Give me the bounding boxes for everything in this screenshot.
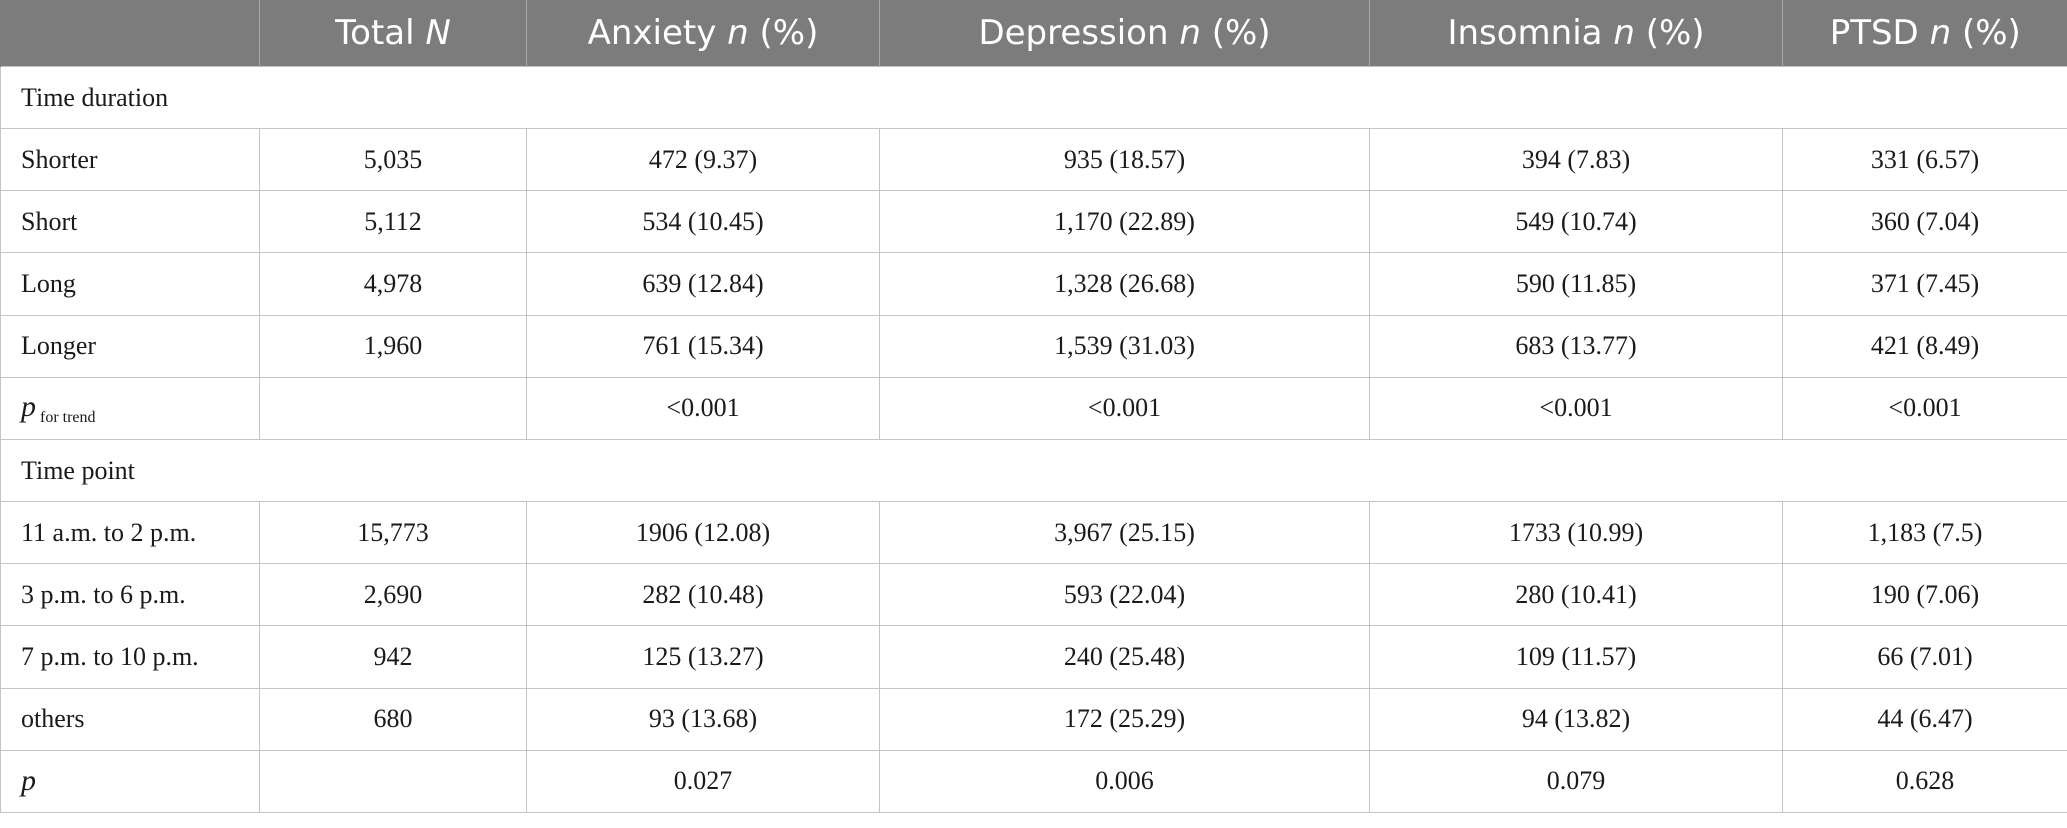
cell-total	[260, 750, 527, 812]
cell-total: 5,112	[260, 191, 527, 253]
cell-depression: 0.006	[880, 750, 1370, 812]
cell-total	[260, 377, 527, 439]
p-value-label: p	[1, 750, 260, 812]
cell-anxiety: 1906 (12.08)	[527, 502, 880, 564]
cell-anxiety: 93 (13.68)	[527, 688, 880, 750]
table-row	[1, 626, 2067, 688]
cell-total: 5,035	[260, 129, 527, 191]
cell-depression: 1,539 (31.03)	[880, 315, 1370, 377]
cell-depression: 1,170 (22.89)	[880, 191, 1370, 253]
section-title: Time duration	[1, 67, 2067, 129]
table-row	[1, 564, 2067, 626]
cell-depression: 172 (25.29)	[880, 688, 1370, 750]
section-row-time-duration	[1, 67, 2067, 129]
cell-anxiety: 282 (10.48)	[527, 564, 880, 626]
header-cell-total: Total N	[260, 0, 527, 67]
section-title: Time point	[1, 439, 2067, 501]
cell-ptsd: <0.001	[1783, 377, 2067, 439]
cell-ptsd: 1,183 (7.5)	[1783, 502, 2067, 564]
cell-depression: 3,967 (25.15)	[880, 502, 1370, 564]
table-row	[1, 253, 2067, 315]
cell-insomnia: 280 (10.41)	[1370, 564, 1783, 626]
cell-depression: 1,328 (26.68)	[880, 253, 1370, 315]
table-row	[1, 315, 2067, 377]
cell-ptsd: 331 (6.57)	[1783, 129, 2067, 191]
table-row	[1, 191, 2067, 253]
header-cell-insomnia: Insomnia n (%)	[1370, 0, 1783, 67]
cell-ptsd: 371 (7.45)	[1783, 253, 2067, 315]
cell-insomnia: <0.001	[1370, 377, 1783, 439]
cell-ptsd: 66 (7.01)	[1783, 626, 2067, 688]
cell-total: 680	[260, 688, 527, 750]
cell-anxiety: 472 (9.37)	[527, 129, 880, 191]
table-row	[1, 502, 2067, 564]
row-label: Short	[1, 191, 260, 253]
header-cell-depression: Depression n (%)	[880, 0, 1370, 67]
table-header	[1, 0, 2067, 67]
table-row	[1, 129, 2067, 191]
cell-depression: 935 (18.57)	[880, 129, 1370, 191]
cell-ptsd: 0.628	[1783, 750, 2067, 812]
cell-anxiety: 639 (12.84)	[527, 253, 880, 315]
row-label: 7 p.m. to 10 p.m.	[1, 626, 260, 688]
section-row-time-point	[1, 439, 2067, 501]
cell-insomnia: 0.079	[1370, 750, 1783, 812]
cell-total: 4,978	[260, 253, 527, 315]
p-trend-label: p $_{for trend}$	[1, 377, 260, 439]
cell-depression: <0.001	[880, 377, 1370, 439]
row-label: Long	[1, 253, 260, 315]
cell-total: 15,773	[260, 502, 527, 564]
cell-total: 942	[260, 626, 527, 688]
cell-anxiety: 761 (15.34)	[527, 315, 880, 377]
p-value-row	[1, 750, 2067, 812]
cell-anxiety: 0.027	[527, 750, 880, 812]
cell-ptsd: 421 (8.49)	[1783, 315, 2067, 377]
header-cell-anxiety: Anxiety n (%)	[527, 0, 880, 67]
cell-anxiety: 125 (13.27)	[527, 626, 880, 688]
cell-insomnia: 549 (10.74)	[1370, 191, 1783, 253]
table-row	[1, 688, 2067, 750]
cell-ptsd: 190 (7.06)	[1783, 564, 2067, 626]
header-row	[1, 0, 2067, 67]
row-label: others	[1, 688, 260, 750]
table-body	[1, 67, 2067, 813]
row-label: 3 p.m. to 6 p.m.	[1, 564, 260, 626]
cell-ptsd: 44 (6.47)	[1783, 688, 2067, 750]
cell-ptsd: 360 (7.04)	[1783, 191, 2067, 253]
cell-total: 1,960	[260, 315, 527, 377]
row-label: 11 a.m. to 2 p.m.	[1, 502, 260, 564]
cell-insomnia: 1733 (10.99)	[1370, 502, 1783, 564]
cell-insomnia: 590 (11.85)	[1370, 253, 1783, 315]
cell-depression: 593 (22.04)	[880, 564, 1370, 626]
header-cell-blank	[1, 0, 260, 67]
cell-depression: 240 (25.48)	[880, 626, 1370, 688]
cell-total: 2,690	[260, 564, 527, 626]
cell-insomnia: 109 (11.57)	[1370, 626, 1783, 688]
row-label: Shorter	[1, 129, 260, 191]
cell-insomnia: 683 (13.77)	[1370, 315, 1783, 377]
p-trend-row	[1, 377, 2067, 439]
cell-insomnia: 394 (7.83)	[1370, 129, 1783, 191]
header-cell-ptsd: PTSD n (%)	[1783, 0, 2067, 67]
cell-insomnia: 94 (13.82)	[1370, 688, 1783, 750]
cell-anxiety: <0.001	[527, 377, 880, 439]
cell-anxiety: 534 (10.45)	[527, 191, 880, 253]
row-label: Longer	[1, 315, 260, 377]
